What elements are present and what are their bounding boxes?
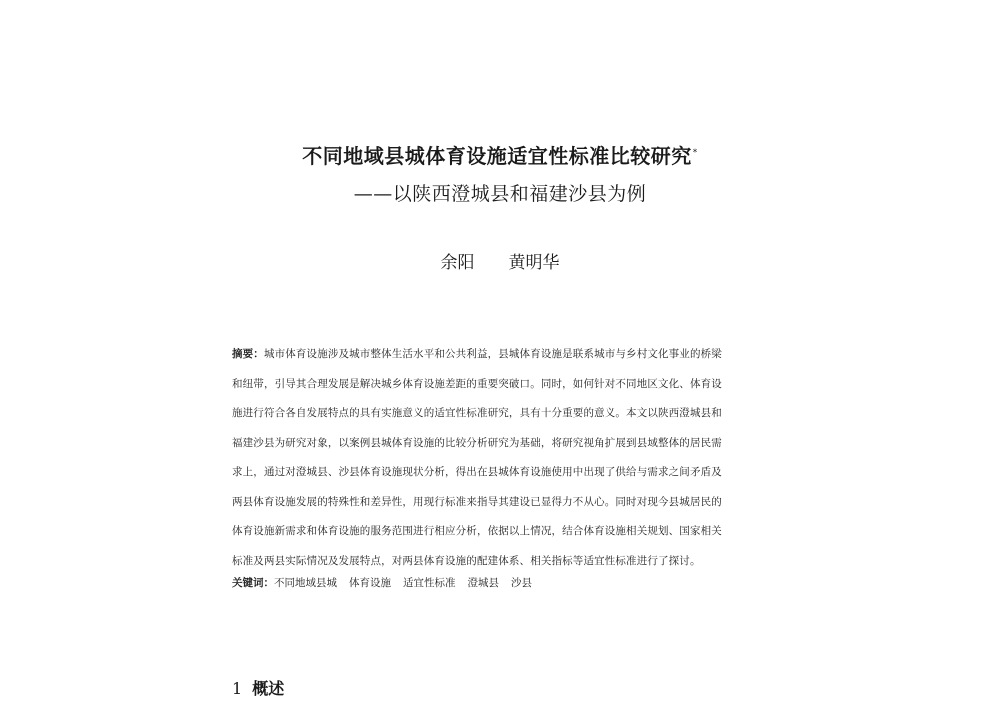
keyword: 沙县 [511,577,532,589]
title-footnote-mark: * [692,148,698,159]
abstract-line: 两县体育设施发展的特殊性和差异性，用现行标准来指导其建设已显得力不从心。同时对现今县城居民的 [232,495,722,508]
abstract-line: 施进行符合各自发展特点的具有实施意义的适宜性标准研究，具有十分重要的意义。本文以陕西澄城县和 [232,407,722,419]
abstract-line: 和纽带，引导其合理发展是解决城乡体育设施差距的重要突破口。同时，如何针对不同地区文化、体育设 [232,377,722,390]
keywords-label: 关键词： [232,577,274,589]
keyword: 适宜性标准 [403,577,456,589]
abstract-line: 体育设施新需求和体育设施的服务范围进行相应分析，依据以上情况，结合体育设施相关规划、国家相关 [232,525,722,537]
paper-title-text: 不同地域县城体育设施适宜性标准比较研究 [302,144,692,168]
paper-subtitle: ——以陕西澄城县和福建沙县为例 [353,183,647,205]
keyword: 澄城县 [467,577,499,589]
abstract-line [232,340,760,370]
abstract-line: 求上，通过对澄城县、沙县体育设施现状分析，得出在县城体育设施使用中出现了供给与需求之间矛盾及 [232,466,722,478]
abstract-line: 福建沙县为研究对象，以案例县城体育设施的比较分析研究为基础，将研究视角扩展到县域整体的居民需 [232,436,722,449]
abstract [232,340,760,576]
keywords [232,575,544,590]
author-list [0,248,1000,273]
section-number: 1 [232,679,243,698]
abstract-text: 城市体育设施涉及城市整体生活水平和公共利益，县城体育设施是联系城市与乡村文化事业的桥梁 [263,348,722,360]
keyword: 体育设施 [349,577,391,589]
author-name: 黄明华 [508,253,560,273]
author-name: 余阳 [440,253,475,273]
abstract-line: 标准及两县实际情况及发展特点，对两县体育设施的配建体系、相关指标等适宜性标准进行了探讨。 [232,554,701,567]
keyword: 不同地域县城 [274,577,337,589]
section-heading [232,676,284,699]
paper-title [0,140,1000,169]
abstract-label: 摘要： [232,348,264,360]
section-title: 概述 [252,679,285,698]
